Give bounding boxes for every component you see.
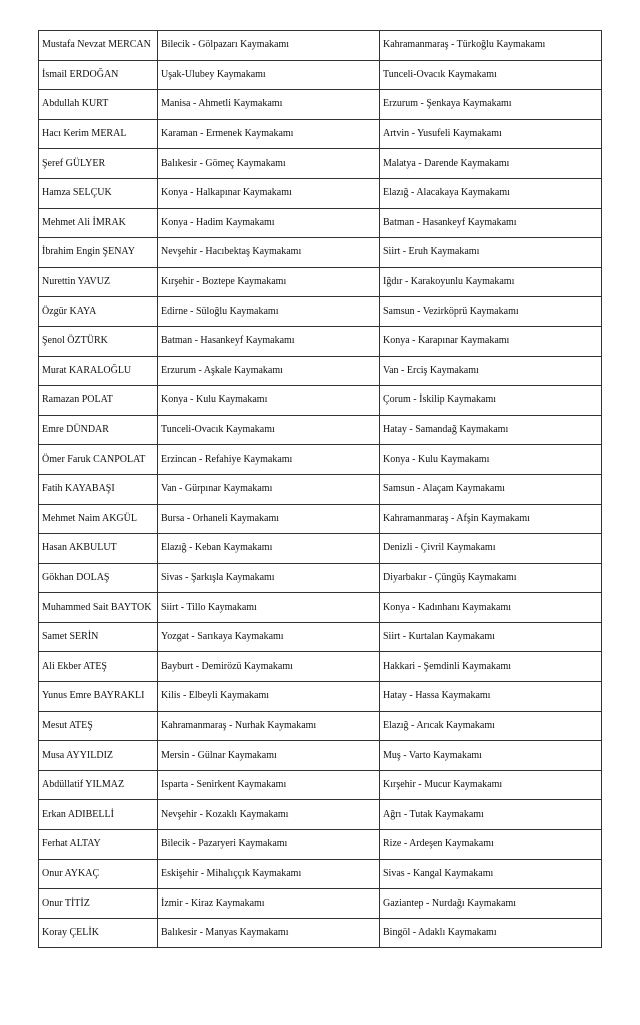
- table-row: [39, 652, 602, 682]
- table-row: [39, 800, 602, 830]
- current-post-cell: Siirt - Tillo Kaymakamı: [158, 593, 380, 623]
- table-row: [39, 178, 602, 208]
- new-post-cell: Siirt - Eruh Kaymakamı: [380, 238, 602, 268]
- name-cell: Mustafa Nevzat MERCAN: [39, 31, 158, 61]
- table-row: [39, 830, 602, 860]
- name-cell: Onur AYKAÇ: [39, 859, 158, 889]
- current-post-cell: Nevşehir - Hacıbektaş Kaymakamı: [158, 238, 380, 268]
- current-post-cell: Batman - Hasankeyf Kaymakamı: [158, 326, 380, 356]
- table-row: [39, 859, 602, 889]
- new-post-cell: Elazığ - Alacakaya Kaymakamı: [380, 178, 602, 208]
- current-post-cell: Erzincan - Refahiye Kaymakamı: [158, 445, 380, 475]
- current-post-cell: Konya - Halkapınar Kaymakamı: [158, 178, 380, 208]
- name-cell: Erkan ADIBELLİ: [39, 800, 158, 830]
- current-post-cell: Edirne - Süloğlu Kaymakamı: [158, 297, 380, 327]
- table-row: [39, 238, 602, 268]
- name-cell: Koray ÇELİK: [39, 918, 158, 948]
- name-cell: Şenol ÖZTÜRK: [39, 326, 158, 356]
- new-post-cell: Hatay - Hassa Kaymakamı: [380, 682, 602, 712]
- current-post-cell: Konya - Hadim Kaymakamı: [158, 208, 380, 238]
- new-post-cell: Siirt - Kurtalan Kaymakamı: [380, 622, 602, 652]
- name-cell: Samet SERİN: [39, 622, 158, 652]
- new-post-cell: Hakkari - Şemdinli Kaymakamı: [380, 652, 602, 682]
- new-post-cell: Samsun - Vezirköprü Kaymakamı: [380, 297, 602, 327]
- current-post-cell: Bilecik - Gölpazarı Kaymakamı: [158, 31, 380, 61]
- current-post-cell: Manisa - Ahmetli Kaymakamı: [158, 90, 380, 120]
- current-post-cell: Balıkesir - Gömeç Kaymakamı: [158, 149, 380, 179]
- table-row: [39, 682, 602, 712]
- current-post-cell: Bursa - Orhaneli Kaymakamı: [158, 504, 380, 534]
- table-row: [39, 711, 602, 741]
- table-row: [39, 90, 602, 120]
- new-post-cell: Artvin - Yusufeli Kaymakamı: [380, 119, 602, 149]
- current-post-cell: Kilis - Elbeyli Kaymakamı: [158, 682, 380, 712]
- name-cell: Abdüllatif YILMAZ: [39, 770, 158, 800]
- new-post-cell: Rize - Ardeşen Kaymakamı: [380, 830, 602, 860]
- new-post-cell: Hatay - Samandağ Kaymakamı: [380, 415, 602, 445]
- name-cell: Şeref GÜLYER: [39, 149, 158, 179]
- appointments-table: [38, 30, 602, 948]
- new-post-cell: Denizli - Çivril Kaymakamı: [380, 534, 602, 564]
- table-row: [39, 622, 602, 652]
- name-cell: Ramazan POLAT: [39, 386, 158, 416]
- table-row: [39, 386, 602, 416]
- name-cell: Mehmet Ali İMRAK: [39, 208, 158, 238]
- current-post-cell: Balıkesir - Manyas Kaymakamı: [158, 918, 380, 948]
- new-post-cell: Konya - Kulu Kaymakamı: [380, 445, 602, 475]
- current-post-cell: Kırşehir - Boztepe Kaymakamı: [158, 267, 380, 297]
- name-cell: Gökhan DOLAŞ: [39, 563, 158, 593]
- table-row: [39, 770, 602, 800]
- new-post-cell: Konya - Karapınar Kaymakamı: [380, 326, 602, 356]
- name-cell: Özgür KAYA: [39, 297, 158, 327]
- current-post-cell: Elazığ - Keban Kaymakamı: [158, 534, 380, 564]
- table-row: [39, 326, 602, 356]
- new-post-cell: Malatya - Darende Kaymakamı: [380, 149, 602, 179]
- new-post-cell: Kırşehir - Mucur Kaymakamı: [380, 770, 602, 800]
- current-post-cell: Mersin - Gülnar Kaymakamı: [158, 741, 380, 771]
- current-post-cell: Bilecik - Pazaryeri Kaymakamı: [158, 830, 380, 860]
- table-row: [39, 119, 602, 149]
- table-row: [39, 504, 602, 534]
- table-row: [39, 534, 602, 564]
- current-post-cell: Yozgat - Sarıkaya Kaymakamı: [158, 622, 380, 652]
- current-post-cell: Karaman - Ermenek Kaymakamı: [158, 119, 380, 149]
- new-post-cell: Tunceli-Ovacık Kaymakamı: [380, 60, 602, 90]
- new-post-cell: Iğdır - Karakoyunlu Kaymakamı: [380, 267, 602, 297]
- table-row: [39, 356, 602, 386]
- name-cell: Ali Ekber ATEŞ: [39, 652, 158, 682]
- current-post-cell: Sivas - Şarkışla Kaymakamı: [158, 563, 380, 593]
- name-cell: Hacı Kerim MERAL: [39, 119, 158, 149]
- table-row: [39, 593, 602, 623]
- new-post-cell: Van - Erciş Kaymakamı: [380, 356, 602, 386]
- new-post-cell: Diyarbakır - Çüngüş Kaymakamı: [380, 563, 602, 593]
- name-cell: Murat KARALOĞLU: [39, 356, 158, 386]
- name-cell: Onur TİTİZ: [39, 889, 158, 919]
- table-row: [39, 741, 602, 771]
- name-cell: Abdullah KURT: [39, 90, 158, 120]
- new-post-cell: Batman - Hasankeyf Kaymakamı: [380, 208, 602, 238]
- current-post-cell: Uşak-Ulubey Kaymakamı: [158, 60, 380, 90]
- new-post-cell: Sivas - Kangal Kaymakamı: [380, 859, 602, 889]
- new-post-cell: Elazığ - Arıcak Kaymakamı: [380, 711, 602, 741]
- table-row: [39, 889, 602, 919]
- current-post-cell: Tunceli-Ovacık Kaymakamı: [158, 415, 380, 445]
- appointments-table-body: [39, 31, 602, 948]
- new-post-cell: Samsun - Alaçam Kaymakamı: [380, 474, 602, 504]
- current-post-cell: Eskişehir - Mihalıççık Kaymakamı: [158, 859, 380, 889]
- table-row: [39, 208, 602, 238]
- name-cell: Emre DÜNDAR: [39, 415, 158, 445]
- name-cell: İbrahim Engin ŞENAY: [39, 238, 158, 268]
- name-cell: Musa AYYILDIZ: [39, 741, 158, 771]
- name-cell: Hasan AKBULUT: [39, 534, 158, 564]
- new-post-cell: Erzurum - Şenkaya Kaymakamı: [380, 90, 602, 120]
- name-cell: Ferhat ALTAY: [39, 830, 158, 860]
- current-post-cell: Konya - Kulu Kaymakamı: [158, 386, 380, 416]
- table-row: [39, 415, 602, 445]
- new-post-cell: Çorum - İskilip Kaymakamı: [380, 386, 602, 416]
- table-row: [39, 60, 602, 90]
- table-row: [39, 474, 602, 504]
- current-post-cell: Nevşehir - Kozaklı Kaymakamı: [158, 800, 380, 830]
- new-post-cell: Kahramanmaraş - Türkoğlu Kaymakamı: [380, 31, 602, 61]
- name-cell: Yunus Emre BAYRAKLI: [39, 682, 158, 712]
- table-row: [39, 149, 602, 179]
- name-cell: Mesut ATEŞ: [39, 711, 158, 741]
- new-post-cell: Bingöl - Adaklı Kaymakamı: [380, 918, 602, 948]
- name-cell: Muhammed Sait BAYTOK: [39, 593, 158, 623]
- current-post-cell: Kahramanmaraş - Nurhak Kaymakamı: [158, 711, 380, 741]
- current-post-cell: Van - Gürpınar Kaymakamı: [158, 474, 380, 504]
- table-row: [39, 31, 602, 61]
- name-cell: İsmail ERDOĞAN: [39, 60, 158, 90]
- table-row: [39, 445, 602, 475]
- name-cell: Hamza SELÇUK: [39, 178, 158, 208]
- table-row: [39, 918, 602, 948]
- new-post-cell: Ağrı - Tutak Kaymakamı: [380, 800, 602, 830]
- table-row: [39, 563, 602, 593]
- new-post-cell: Muş - Varto Kaymakamı: [380, 741, 602, 771]
- name-cell: Fatih KAYABAŞI: [39, 474, 158, 504]
- new-post-cell: Konya - Kadınhanı Kaymakamı: [380, 593, 602, 623]
- current-post-cell: Erzurum - Aşkale Kaymakamı: [158, 356, 380, 386]
- new-post-cell: Gaziantep - Nurdağı Kaymakamı: [380, 889, 602, 919]
- new-post-cell: Kahramanmaraş - Afşin Kaymakamı: [380, 504, 602, 534]
- name-cell: Mehmet Naim AKGÜL: [39, 504, 158, 534]
- current-post-cell: Bayburt - Demirözü Kaymakamı: [158, 652, 380, 682]
- table-row: [39, 297, 602, 327]
- current-post-cell: Isparta - Senirkent Kaymakamı: [158, 770, 380, 800]
- current-post-cell: İzmir - Kiraz Kaymakamı: [158, 889, 380, 919]
- name-cell: Nurettin YAVUZ: [39, 267, 158, 297]
- name-cell: Ömer Faruk CANPOLAT: [39, 445, 158, 475]
- table-row: [39, 267, 602, 297]
